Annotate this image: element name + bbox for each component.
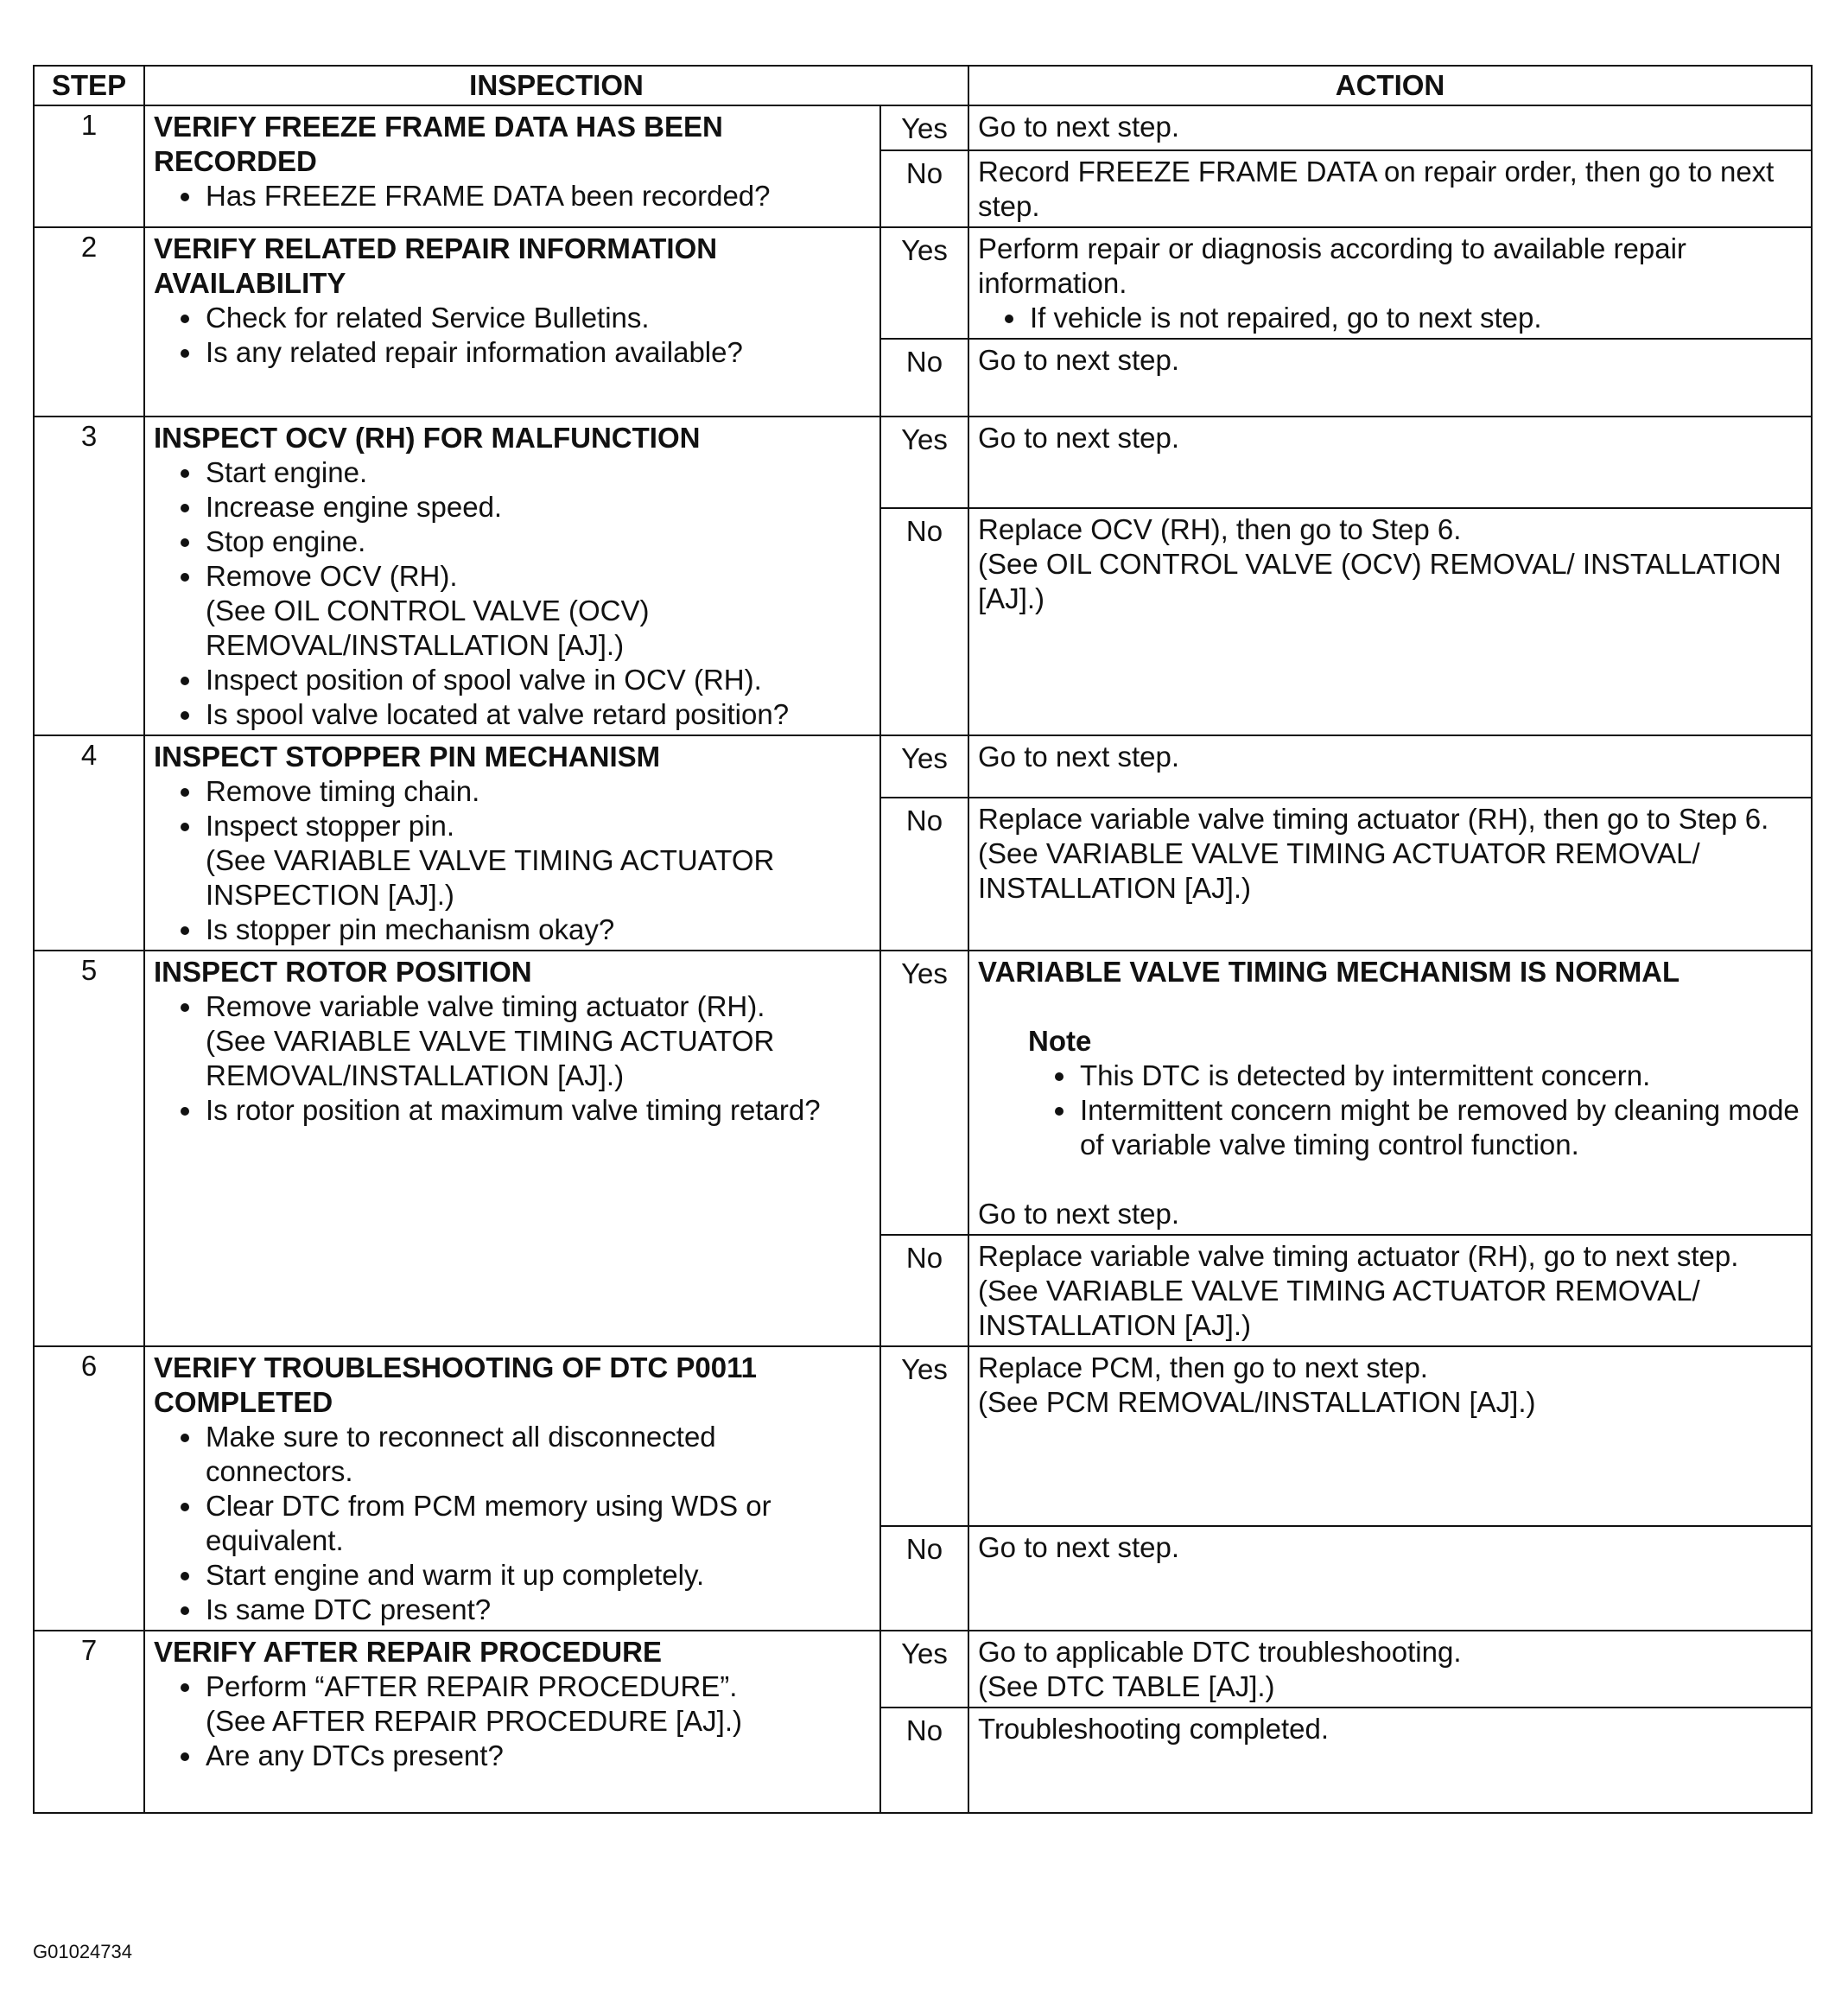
inspection-item: • Is same DTC present? [204, 1593, 871, 1627]
step-number: 1 [34, 105, 144, 227]
inspection-cell [144, 105, 880, 227]
header-inspection: INSPECTION [144, 66, 968, 105]
action-text: Go to applicable DTC troubleshooting. [978, 1636, 1462, 1668]
action-text: Go to next step. [978, 1530, 1179, 1563]
inspection-cell [144, 227, 880, 417]
inspection-cell [144, 735, 880, 951]
action-result-heading: VARIABLE VALVE TIMING MECHANISM IS NORMAL [978, 956, 1680, 988]
inspection-item [204, 809, 871, 913]
action-no [968, 1526, 1812, 1631]
action-no [968, 1235, 1812, 1346]
answer-yes: Yes [880, 105, 968, 150]
inspection-title: INSPECT STOPPER PIN MECHANISM [154, 741, 661, 773]
note-list [1028, 1059, 1802, 1162]
answer-no: No [880, 1235, 968, 1346]
action-item: • If vehicle is not repaired, go to next step. [1028, 301, 1802, 335]
action-list [978, 301, 1802, 335]
inspection-title: INSPECT ROTOR POSITION [154, 956, 532, 988]
table-header-row [34, 66, 1812, 105]
reference-text: (See DTC TABLE [AJ].) [978, 1670, 1275, 1702]
answer-no: No [880, 1526, 968, 1631]
figure-id: G01024734 [33, 1941, 132, 1962]
action-yes [968, 951, 1812, 1235]
inspection-item-text: • Remove OCV (RH). [206, 560, 458, 592]
step-number: 6 [34, 1346, 144, 1631]
inspection-title: VERIFY AFTER REPAIR PROCEDURE [154, 1636, 662, 1668]
reference-text: (See VARIABLE VALVE TIMING ACTUATOR REMOVAL/INSTALLATION [AJ].) [206, 1025, 775, 1091]
diagnostic-table-sheet [33, 65, 1811, 1814]
action-text: Record FREEZE FRAME DATA on repair order, then go to next step. [978, 156, 1775, 222]
reference-text: (See VARIABLE VALVE TIMING ACTUATOR REMOVAL/ INSTALLATION [AJ].) [978, 836, 1700, 904]
inspection-item: • Is rotor position at maximum valve timing retard? [204, 1093, 871, 1128]
action-yes [968, 1631, 1812, 1708]
reference-text: (See OIL CONTROL VALVE (OCV) REMOVAL/INSTALLATION [AJ].) [206, 595, 650, 661]
inspection-item: • Make sure to reconnect all disconnected connectors. [204, 1420, 871, 1489]
inspection-list [154, 179, 871, 213]
answer-yes: Yes [880, 951, 968, 1235]
inspection-title: VERIFY RELATED REPAIR INFORMATION AVAILABILITY [154, 232, 718, 299]
action-text: Perform repair or diagnosis according to available repair information. [978, 232, 1686, 299]
answer-yes: Yes [880, 735, 968, 798]
inspection-list [154, 1420, 871, 1627]
action-no [968, 798, 1812, 951]
inspection-cell [144, 417, 880, 735]
header-step: STEP [34, 66, 144, 105]
action-no [968, 150, 1812, 227]
note-title: Note [1028, 1025, 1092, 1057]
header-action: ACTION [968, 66, 1812, 105]
table-row [34, 1631, 1812, 1708]
inspection-list [154, 1669, 871, 1773]
inspection-item: • Stop engine. [204, 525, 871, 559]
inspection-list [154, 989, 871, 1128]
table-row [34, 1346, 1812, 1526]
action-text: Troubleshooting completed. [978, 1713, 1330, 1745]
inspection-item: • Increase engine speed. [204, 490, 871, 525]
note-block [1028, 1024, 1802, 1162]
table-row [34, 417, 1812, 508]
step-number: 4 [34, 735, 144, 951]
step-number: 2 [34, 227, 144, 417]
answer-yes: Yes [880, 227, 968, 339]
action-text: Replace variable valve timing actuator (RH), go to next step. [978, 1240, 1739, 1272]
action-yes [968, 105, 1812, 150]
inspection-item [204, 1669, 871, 1739]
inspection-item: • Start engine. [204, 455, 871, 490]
inspection-cell [144, 951, 880, 1346]
table-row [34, 227, 1812, 339]
inspection-title: VERIFY TROUBLESHOOTING OF DTC P0011 COMPLETED [154, 1351, 758, 1418]
action-text: Go to next step. [978, 344, 1179, 376]
action-text: Replace PCM, then go to next step. [978, 1351, 1428, 1383]
action-text: Go to next step. [978, 1198, 1179, 1230]
action-text: Go to next step. [978, 741, 1179, 773]
answer-no: No [880, 798, 968, 951]
action-yes [968, 417, 1812, 508]
inspection-title: VERIFY FREEZE FRAME DATA HAS BEEN RECORDED [154, 111, 723, 177]
note-item: • Intermittent concern might be removed by cleaning mode of variable valve timing control function. [1078, 1093, 1802, 1162]
inspection-item: • Has FREEZE FRAME DATA been recorded? [204, 179, 871, 213]
inspection-cell [144, 1631, 880, 1813]
action-yes [968, 735, 1812, 798]
inspection-item-text: • Remove variable valve timing actuator (RH). [206, 990, 765, 1022]
reference-text: (See AFTER REPAIR PROCEDURE [AJ].) [206, 1705, 743, 1737]
reference-text: (See OIL CONTROL VALVE (OCV) REMOVAL/ INSTALLATION [AJ].) [978, 548, 1781, 614]
inspection-item [204, 559, 871, 663]
action-no [968, 1708, 1812, 1813]
action-no [968, 508, 1812, 735]
inspection-item: • Remove timing chain. [204, 774, 871, 809]
answer-yes: Yes [880, 1346, 968, 1526]
answer-yes: Yes [880, 1631, 968, 1708]
diagnostic-procedure-table [33, 65, 1813, 1814]
action-yes [968, 227, 1812, 339]
table-row [34, 105, 1812, 150]
inspection-list [154, 774, 871, 947]
reference-text: (See VARIABLE VALVE TIMING ACTUATOR REMOVAL/ INSTALLATION [AJ].) [978, 1275, 1700, 1341]
action-text: Replace OCV (RH), then go to Step 6. [978, 513, 1462, 545]
answer-no: No [880, 1708, 968, 1813]
action-text: Go to next step. [978, 422, 1179, 454]
action-text: Go to next step. [978, 111, 1179, 143]
inspection-item: • Is spool valve located at valve retard position? [204, 697, 871, 732]
step-number: 7 [34, 1631, 144, 1813]
table-row [34, 951, 1812, 1235]
answer-yes: Yes [880, 417, 968, 508]
inspection-title: INSPECT OCV (RH) FOR MALFUNCTION [154, 422, 701, 454]
inspection-list [154, 455, 871, 732]
action-text: Replace variable valve timing actuator (RH), then go to Step 6. [978, 802, 1769, 835]
action-yes [968, 1346, 1812, 1526]
answer-no: No [880, 150, 968, 227]
answer-no: No [880, 339, 968, 417]
note-item: • This DTC is detected by intermittent concern. [1078, 1059, 1802, 1093]
inspection-item [204, 989, 871, 1093]
inspection-cell [144, 1346, 880, 1631]
inspection-list [154, 301, 871, 370]
action-no [968, 339, 1812, 417]
answer-no: No [880, 508, 968, 735]
inspection-item: • Is stopper pin mechanism okay? [204, 913, 871, 947]
reference-text: (See PCM REMOVAL/INSTALLATION [AJ].) [978, 1386, 1536, 1418]
inspection-item-text: • Perform “AFTER REPAIR PROCEDURE”. [206, 1670, 738, 1702]
inspection-item: • Clear DTC from PCM memory using WDS or equivalent. [204, 1489, 871, 1558]
inspection-item-text: • Inspect stopper pin. [206, 810, 455, 842]
table-row [34, 735, 1812, 798]
inspection-item: • Is any related repair information available? [204, 335, 871, 370]
inspection-item: • Inspect position of spool valve in OCV (RH). [204, 663, 871, 697]
reference-text: (See VARIABLE VALVE TIMING ACTUATOR INSPECTION [AJ].) [206, 844, 775, 911]
inspection-item: • Start engine and warm it up completely. [204, 1558, 871, 1593]
step-number: 3 [34, 417, 144, 735]
inspection-item: • Check for related Service Bulletins. [204, 301, 871, 335]
step-number: 5 [34, 951, 144, 1346]
inspection-item: • Are any DTCs present? [204, 1739, 871, 1773]
